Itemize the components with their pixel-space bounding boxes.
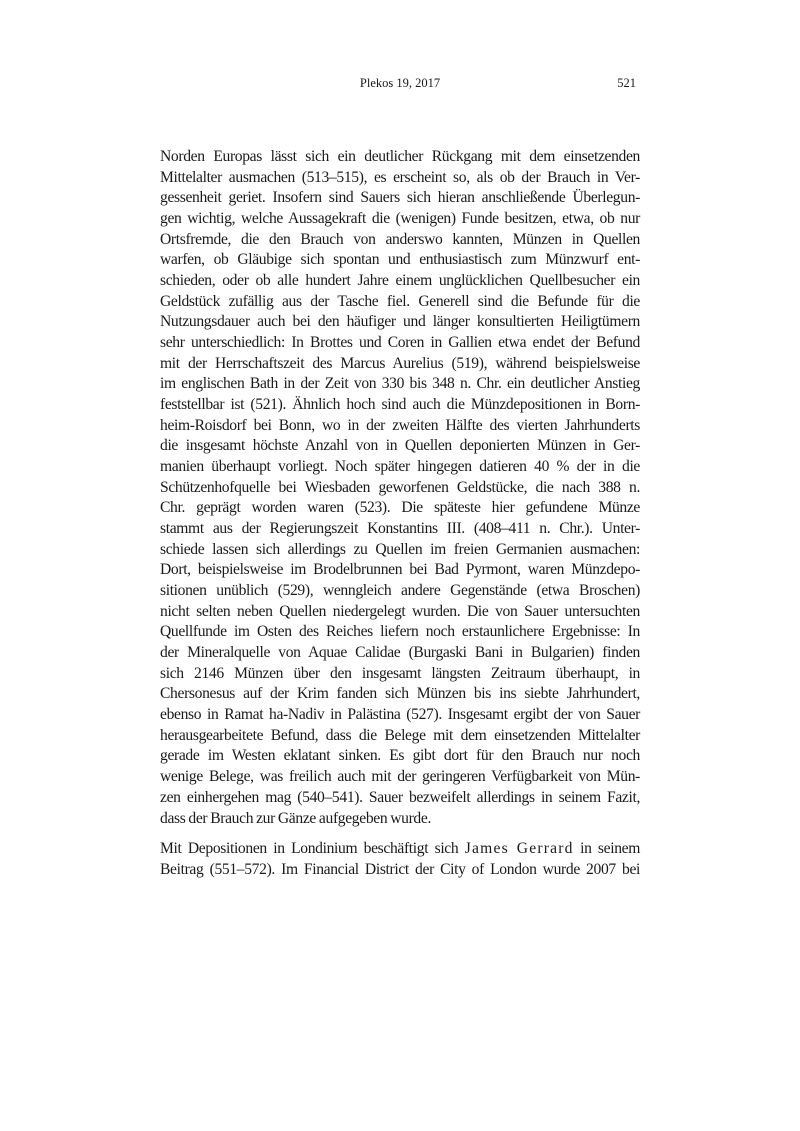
text-line: Dort, beispielsweise im Brodelbrunnen bei Bad Pyrmont, waren Münzdepo- (160, 561, 640, 579)
text-line: Nutzungsdauer auch bei den häufiger und länger konsultierten Heiligtümern (160, 313, 640, 331)
paragraph-2 (160, 839, 640, 880)
text-line (160, 839, 640, 860)
body-text (160, 147, 640, 881)
text-line: Schützenhofquelle bei Wiesbaden geworfenen Geldstücke, die nach 388 n. (160, 478, 640, 496)
text-line: gessenheit geriet. Insofern sind Sauers sich hieran anschließende Überlegun- (160, 189, 640, 207)
page-number: 521 (617, 76, 636, 90)
text-line: stammt aus der Regierungszeit Konstantins III. (408–411 n. Chr.). Unter- (160, 520, 640, 538)
text-line: Geldstück zufällig aus der Tasche fiel. Generell sind die Befunde für die (160, 292, 640, 310)
text-line: herausgearbeitete Befund, dass die Belege mit dem einsetzenden Mittelalter (160, 726, 640, 744)
text-segment: in seinem (573, 840, 640, 858)
running-header-journal: Plekos 19, 2017 (359, 76, 441, 90)
text-line: Norden Europas lässt sich ein deutlicher Rückgang mit dem einsetzenden (160, 148, 640, 165)
text-line: Ortsfremde, die den Brauch von anderswo kannten, Münzen in Quellen (160, 230, 640, 248)
paragraph-1 (160, 147, 640, 829)
text-line: zen einhergehen mag (540–541). Sauer bezweifelt allerdings in seinem Fazit, (160, 788, 640, 806)
text-line: nicht selten neben Quellen niedergelegt wurden. Die von Sauer untersuchten (160, 602, 640, 620)
text-line: schiede lassen sich allerdings zu Quellen im freien Germanien ausmachen: (160, 540, 640, 558)
text-line: gerade im Westen eklatant sinken. Es gibt dort für den Brauch nur noch (160, 747, 640, 765)
text-line: der Mineralquelle von Aquae Calidae (Burgaski Bani in Bulgarien) finden (160, 644, 640, 662)
text-line: sich 2146 Münzen über den insgesamt längsten Zeitraum überhaupt, in (160, 664, 640, 682)
text-line: im englischen Bath in der Zeit von 330 bis 348 n. Chr. ein deutlicher Anstieg (160, 375, 640, 393)
text-line: Quellfunde im Osten des Reiches liefern noch erstaunlichere Ergebnisse: In (160, 623, 640, 641)
text-line: sehr unterschiedlich: In Brottes und Coren in Gallien etwa endet der Befund (160, 334, 640, 352)
text-line: Chersonesus auf der Krim fanden sich Münzen bis ins siebte Jahrhundert, (160, 685, 640, 703)
text-line: mit der Herrschaftszeit des Marcus Aurelius (519), während beispielsweise (160, 354, 640, 372)
text-line: ebenso in Ramat ha-Nadiv in Palästina (527). Insgesamt ergibt der von Sauer (160, 706, 640, 724)
text-line: feststellbar ist (521). Ähnlich hoch sind auch die Münzdepositionen in Born- (160, 396, 640, 414)
text-segment: Mit Depositionen in Londinium beschäftigt sich (160, 840, 465, 858)
text-line: Beitrag (551–572). Im Financial District der City of London wurde 2007 bei (160, 860, 640, 878)
text-line: warfen, ob Gläubige sich spontan und enthusiastisch zum Münzwurf ent- (160, 251, 640, 269)
text-line: schieden, oder ob alle hundert Jahre einem unglücklichen Quellbesucher ein (160, 272, 640, 290)
text-line: wenige Belege, was freilich auch mit der geringeren Verfügbarkeit von Mün- (160, 768, 640, 786)
text-line: heim-Roisdorf bei Bonn, wo in der zweiten Hälfte des vierten Jahrhunderts (160, 416, 640, 434)
text-line: gen wichtig, welche Aussagekraft die (wenigen) Funde besitzen, etwa, ob nur (160, 210, 640, 228)
text-line: sitionen unüblich (529), wenngleich andere Gegenstände (etwa Broschen) (160, 582, 640, 600)
text-line: dass der Brauch zur Gänze aufgegeben wurde. (160, 809, 431, 827)
text-line: die insgesamt höchste Anzahl von in Quellen deponierten Münzen in Ger- (160, 437, 640, 455)
text-line: Mittelalter ausmachen (513–515), es erscheint so, als ob der Brauch in Ver- (160, 168, 640, 186)
text-line: manien überhaupt vorliegt. Noch später hingegen datieren 40 % der in die (160, 458, 640, 476)
text-line: Chr. geprägt worden waren (523). Die späteste hier gefundene Münze (160, 499, 640, 517)
author-name: James Gerrard (464, 840, 574, 858)
